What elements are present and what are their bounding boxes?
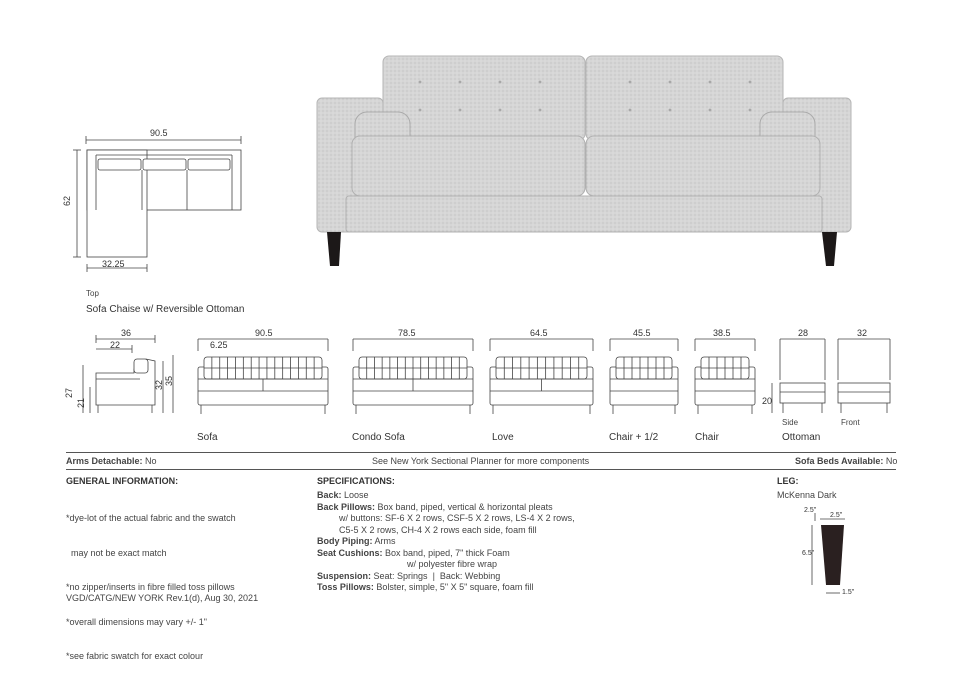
footer-revision: VGD/CATG/NEW YORK Rev.1(d), Aug 30, 2021 bbox=[66, 593, 259, 603]
ottoman-front-label: Front bbox=[841, 418, 860, 427]
ottoman-side-dim: 28 bbox=[798, 328, 809, 338]
model-dim: 45.5 bbox=[633, 328, 651, 338]
leg-top-dim-2: 2.5" bbox=[830, 512, 843, 519]
top-view-diagram bbox=[60, 125, 260, 285]
center-note: See New York Sectional Planner for more components bbox=[372, 456, 590, 466]
spec-susp-value: Seat: Springs | Back: Webbing bbox=[373, 570, 501, 581]
side-arm-height-dim: 27 bbox=[64, 387, 75, 399]
spec-seat-label: Seat Cushions: bbox=[317, 547, 383, 558]
spec-back-pillows-label: Back Pillows: bbox=[317, 501, 376, 512]
sofa-illustration bbox=[310, 50, 855, 272]
spec-seat-l2: w/ polyester fibre wrap bbox=[407, 559, 498, 569]
ottoman-height-dim: 20 bbox=[762, 396, 773, 406]
ottoman-label: Ottoman bbox=[782, 432, 821, 443]
side-depth-dim: 36 bbox=[121, 328, 132, 338]
general-line: *dye-lot of the actual fabric and the swatch bbox=[66, 513, 236, 523]
leg-height-dim: 6.5" bbox=[802, 550, 815, 557]
spec-toss-value: Bolster, simple, 5" X 5" square, foam fill bbox=[376, 582, 534, 592]
general-heading: GENERAL INFORMATION: bbox=[66, 476, 179, 486]
beds-label: Sofa Beds Available: bbox=[795, 456, 884, 466]
side-seat-height-dim: 21 bbox=[76, 397, 87, 409]
general-line: *overall dimensions may vary +/- 1" bbox=[66, 616, 207, 627]
model-label: Chair + 1/2 bbox=[609, 432, 659, 443]
ottoman-front-dim: 32 bbox=[857, 328, 868, 338]
sofa-beds bbox=[795, 456, 897, 468]
model-dim: 78.5 bbox=[398, 328, 416, 338]
top-caption: Top bbox=[86, 289, 99, 298]
spec-back-pillows-l3: C5-5 X 2 rows, CH-4 X 2 rows each side, foam fill bbox=[339, 524, 537, 535]
model-dim: 90.5 bbox=[255, 328, 273, 338]
side-height-dim: 35 bbox=[164, 375, 175, 387]
side-seat-depth-dim: 22 bbox=[110, 340, 121, 350]
general-line: may not be exact match bbox=[66, 547, 167, 558]
general-lines bbox=[66, 490, 236, 674]
bar-bottom-line bbox=[66, 469, 896, 470]
top-depth-dim: 62 bbox=[62, 195, 73, 207]
general-line: *see fabric swatch for exact colour bbox=[66, 651, 204, 661]
spec-seat-value: Box band, piped, 7" thick Foam bbox=[385, 547, 510, 558]
leg-heading: LEG: bbox=[777, 476, 799, 486]
arms-detachable bbox=[66, 456, 157, 468]
spec-back-pillows-l2: w/ buttons: SF-6 X 2 rows, CSF-5 X 2 rows, LS-4 X 2 rows, bbox=[339, 513, 575, 523]
specs-heading: SPECIFICATIONS: bbox=[317, 476, 395, 486]
beds-value: No bbox=[885, 456, 898, 466]
arms-label: Arms Detachable: bbox=[66, 456, 143, 466]
spec-susp-label: Suspension: bbox=[317, 570, 372, 581]
bar-top-line bbox=[66, 452, 896, 453]
spec-back-label: Back: bbox=[317, 490, 342, 500]
top-chaise-dim: 32.25 bbox=[102, 259, 125, 269]
leg-top-dim: 2.5" bbox=[804, 507, 817, 514]
general-line: *no zipper/inserts in fibre filled toss pillows bbox=[66, 582, 235, 592]
top-caption-title: Sofa Chaise w/ Reversible Ottoman bbox=[86, 304, 245, 315]
front-views bbox=[190, 335, 905, 425]
side-back-dim: 32 bbox=[154, 379, 165, 391]
ottoman-side-label: Side bbox=[782, 418, 799, 427]
arms-value: No bbox=[145, 456, 157, 466]
spec-piping-value: Arms bbox=[374, 536, 396, 546]
model-dim: 38.5 bbox=[713, 328, 731, 338]
model-label: Sofa bbox=[197, 432, 218, 443]
top-width-dim: 90.5 bbox=[150, 128, 168, 138]
leg-name: McKenna Dark bbox=[777, 490, 837, 500]
spec-piping-label: Body Piping: bbox=[317, 536, 373, 546]
model-arm-dim: 6.25 bbox=[210, 340, 228, 350]
spec-toss-label: Toss Pillows: bbox=[317, 582, 374, 592]
specs-block bbox=[317, 490, 575, 594]
model-label: Condo Sofa bbox=[352, 432, 405, 443]
leg-bottom-dim: 1.5" bbox=[842, 589, 855, 596]
model-dim: 64.5 bbox=[530, 328, 548, 338]
spec-back-value: Loose bbox=[344, 490, 369, 500]
model-label: Chair bbox=[695, 432, 719, 443]
spec-back-pillows-value: Box band, piped, vertical & horizontal pleats bbox=[377, 501, 553, 512]
model-label: Love bbox=[492, 432, 514, 443]
